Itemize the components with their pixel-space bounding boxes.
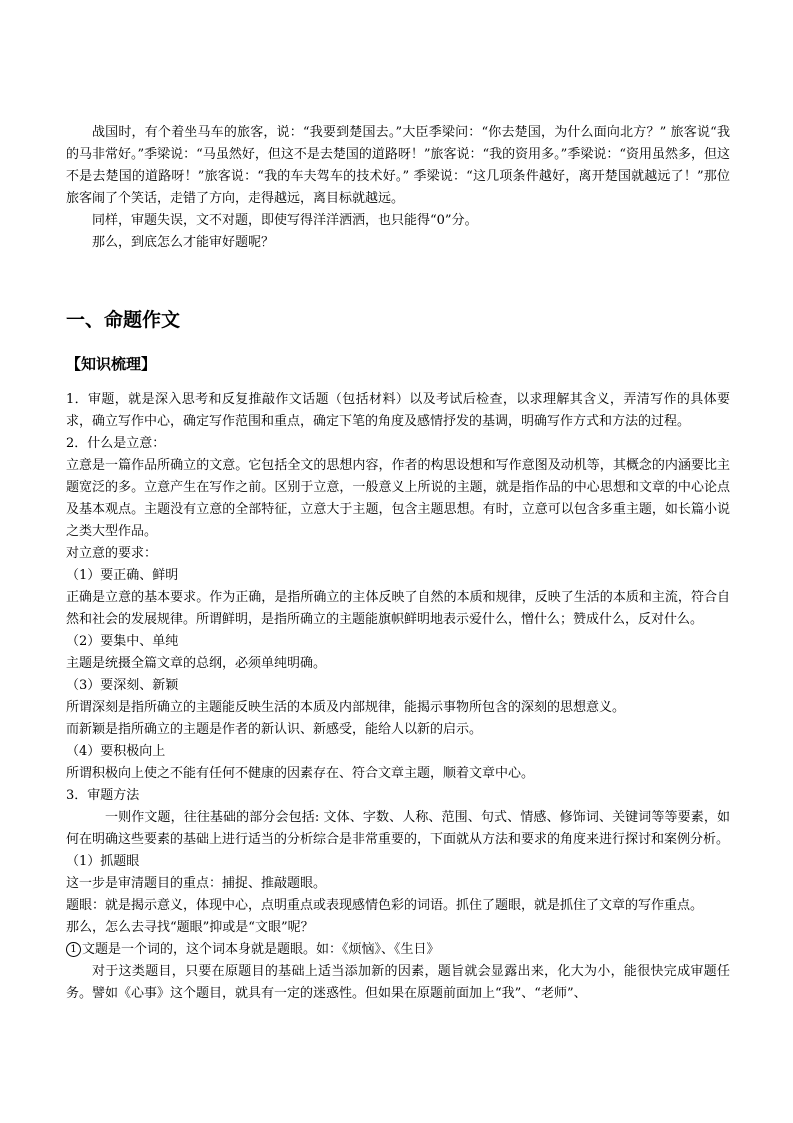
item-2-title: 2．什么是立意： (66, 436, 166, 451)
method-1-line-4-text: 文题是一个词的，这个词本身就是题眼。如：《烦恼》、《生日》 (82, 942, 440, 957)
requirement-2-title: （2）要集中、单纯 (66, 634, 179, 649)
item-3-body: 一则作文题，往往基础的部分会包括: 文体、字数、人称、范围、句式、情感、修饰词、关键词等等要素，如何在明确这些要素的基础上进行适当的分析综合是非常重要的，下面就从方法和要求的角度来进行探讨和案例分析。 (66, 810, 730, 847)
method-1-line-4 (66, 939, 730, 961)
document-page (66, 122, 730, 1005)
item-1-paragraph: 1．审题，就是深入思考和反复推敲作文话题（包括材料）以及考试后检查，以求理解其含义，弄清写作的具体要求，确立写作中心，确定写作范围和重点，确定下笔的角度及感情抒发的基调，明确写作方式和方法的过程。 (66, 392, 730, 429)
requirement-4-title: （4）要积极向上 (66, 744, 166, 759)
story-paragraph: 战国时，有个着坐马车的旅客，说：“我要到楚国去。”大臣季梁问：“你去楚国，为什么面向北方？” 旅客说“我的马非常好。”季梁说：“马虽然好，但这不是去楚国的道路呀！”旅客说：“我的资用多。”季梁说：“资用虽然多，但这不是去楚国的道路呀！”旅客说：“我的车夫驾车的技术好。” 季梁说：“这几项条件越好，离开楚国就越远了！”那位旅客闹了个笑话，走错了方向，走得越远，离目标就越远。 (66, 125, 730, 206)
subsection-title: 【知识梳理】 (66, 355, 157, 373)
analogy-paragraph: 同样，审题失误，文不对题，即使写得洋洋洒洒，也只能得“0”分。 (92, 213, 478, 228)
requirement-3-body-1: 所谓深刻是指所确立的主题能反映生活的本质及内部规律，能揭示事物所包含的深刻的思想意义。 (66, 700, 626, 715)
method-1-line-3: 那么，怎么去寻找“题眼”抑或是“文眼”呢？ (66, 920, 314, 935)
method-1-line-5: 对于这类题目，只要在原题目的基础上适当添加新的因素，题旨就会显露出来，化大为小，能很快完成审题任务。譬如《心事》这个题目，就具有一定的迷惑性。但如果在原题前面加上“我”、“老师”、 (66, 964, 730, 1001)
requirement-1-title: （1）要正确、鲜明 (66, 568, 179, 583)
method-1-title: （1）抓题眼 (66, 854, 140, 869)
requirement-4-body: 所谓积极向上使之不能有任何不健康的因素存在、符合文章主题，顺着文章中心。 (66, 766, 535, 781)
requirement-1-body: 正确是立意的基本要求。作为正确，是指所确立的主体反映了自然的本质和规律，反映了生活的本质和主流，符合自然和社会的发展规律。所谓鲜明，是指所确立的主题能旗帜鲜明地表示爱什么，憎什么；赞成什么，反对什么。 (66, 590, 730, 627)
method-1-line-2: 题眼：就是揭示意义，体现中心，点明重点或表现感情色彩的词语。抓住了题眼，就是抓住了文章的写作重点。 (66, 898, 704, 913)
circled-number-1: 1 (66, 942, 81, 957)
requirement-2-body: 主题是统摄全篇文章的总纲，必须单纯明确。 (66, 656, 327, 671)
question-paragraph: 那么，到底怎么才能审好题呢？ (92, 235, 275, 250)
section-title: 一、命题作文 (66, 309, 181, 331)
requirement-3-title: （3）要深刻、新颖 (66, 678, 179, 693)
requirements-title: 对立意的要求： (66, 546, 158, 561)
method-1-line-1: 这一步是审清题目的重点：捕捉、推敲题眼。 (66, 876, 327, 891)
requirement-3-body-2: 而新颖是指所确立的主题是作者的新认识、新感受，能给人以新的启示。 (66, 722, 483, 737)
item-3-title: 3．审题方法 (66, 788, 140, 803)
item-2-body: 立意是一篇作品所确立的文意。它包括全文的思想内容，作者的构思设想和写作意图及动机等，其概念的内涵要比主题宽泛的多。立意产生在写作之前。区别于立意，一般意义上所说的主题，就是指作品的中心思想和文章的中心论点及基本观点。主题没有立意的全部特征，立意大于主题，包含主题思想。有时，立意可以包含多重主题，如长篇小说之类大型作品。 (66, 458, 730, 539)
